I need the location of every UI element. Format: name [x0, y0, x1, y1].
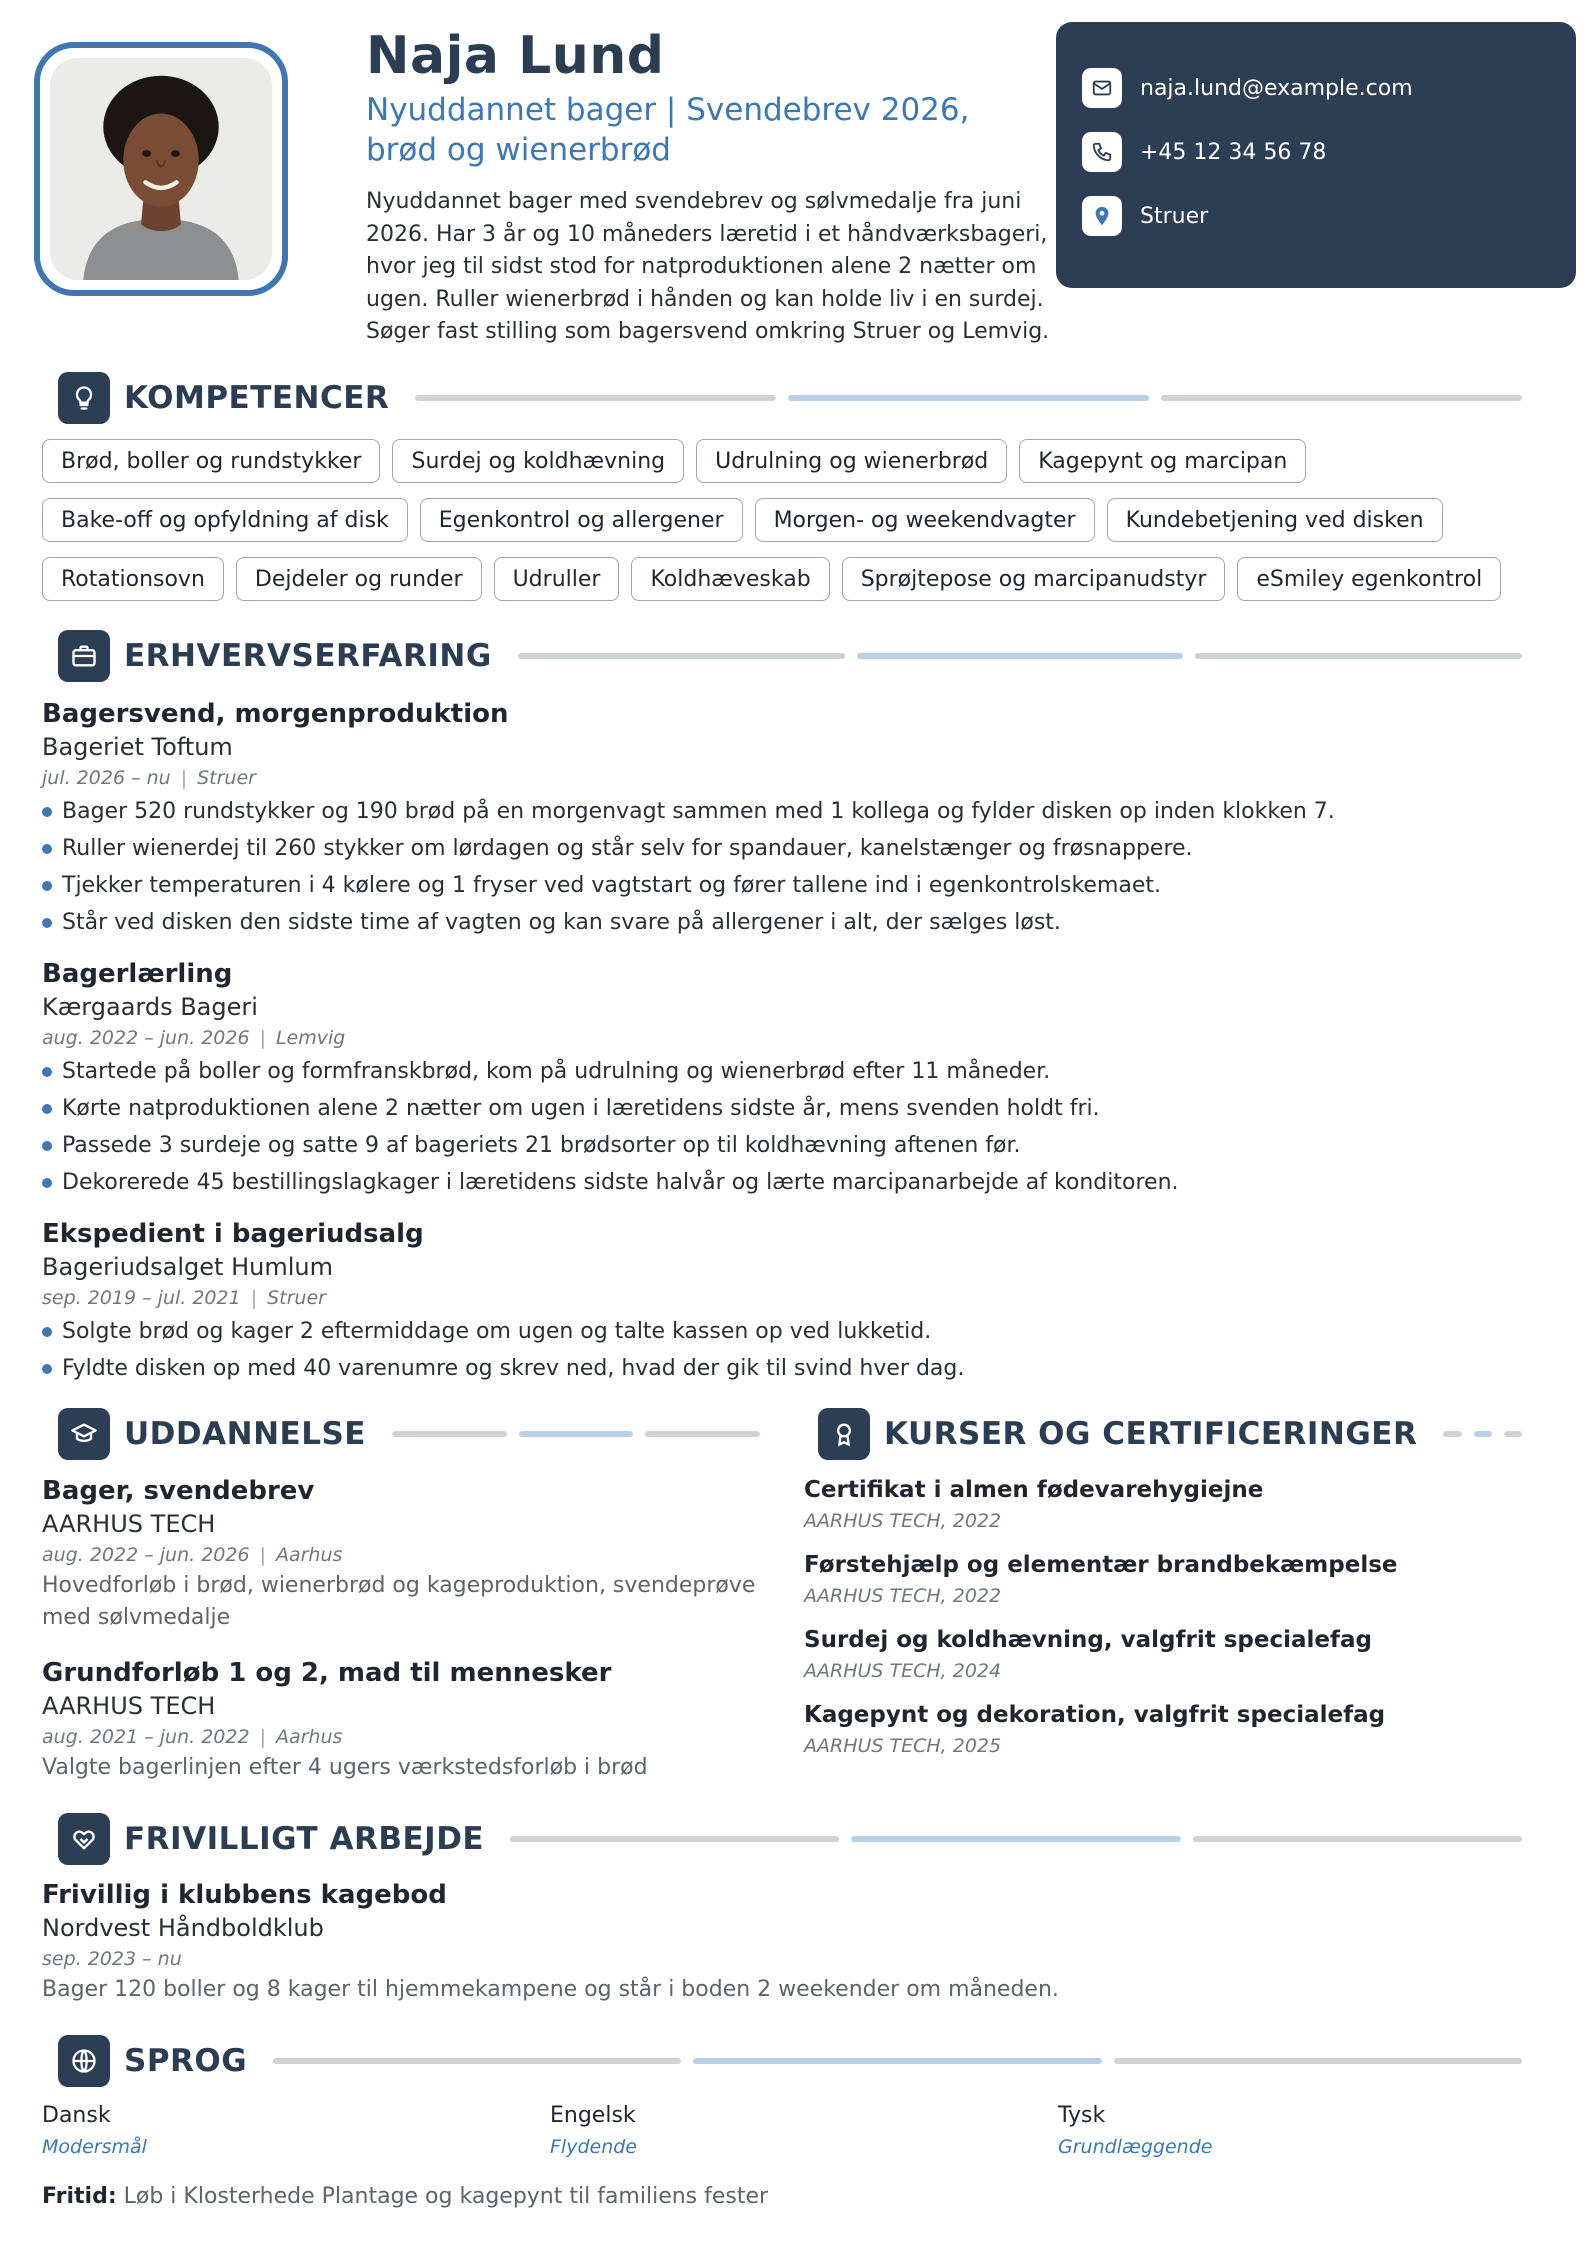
job-place: Lemvig	[275, 1027, 346, 1049]
job-title: Bagersvend, morgenproduktion	[42, 699, 509, 729]
education-description: Valgte bagerlinjen efter 4 ugers værkstedsforløb i brød	[42, 1755, 648, 1780]
bullet-item: Står ved disken den sidste time af vagten og kan svare på allergener i alt, der sælges løst.	[42, 904, 1542, 941]
education-description: Hovedforløb i brød, wienerbrød og kageproduktion, svendeprøve med sølvmedalje	[42, 1573, 756, 1630]
contact-card	[1056, 22, 1576, 288]
experience-entry	[42, 1217, 1542, 1387]
hobby-text: Løb i Klosterhede Plantage og kagepynt til familiens fester	[123, 2184, 769, 2209]
skill-chip: Morgen- og weekendvagter	[755, 498, 1095, 542]
section-header-experience	[58, 630, 1522, 682]
job-title: Ekspedient i bageriudsalg	[42, 1219, 424, 1249]
course-entry	[804, 1624, 1372, 1686]
contact-phone-row	[1082, 130, 1550, 174]
skill-chip: eSmiley egenkontrol	[1237, 557, 1501, 601]
skill-chip: Egenkontrol og allergener	[420, 498, 743, 542]
course-issuer: AARHUS TECH, 2022	[804, 1510, 1002, 1532]
bullet-item: Kørte natproduktionen alene 2 nætter om ugen i læretidens sidste år, mens svenden holdt fri.	[42, 1090, 1542, 1127]
job-place: Struer	[267, 1287, 326, 1309]
volunteer-title: Frivillig i klubbens kagebod	[42, 1880, 447, 1910]
job-bullets	[42, 793, 1542, 941]
mail-icon	[1082, 68, 1122, 108]
section-divider	[518, 653, 1522, 659]
portrait-illustration	[50, 58, 272, 280]
skill-chip: Udruller	[494, 557, 620, 601]
employer: Bageriudsalget Humlum	[42, 1253, 333, 1281]
section-title-education: UDDANNELSE	[124, 1416, 366, 1452]
course-title: Certifikat i almen fødevarehygiejne	[804, 1477, 1264, 1503]
section-header-courses	[818, 1408, 1522, 1460]
contact-email[interactable]: naja.lund@example.com	[1140, 75, 1413, 101]
school: AARHUS TECH	[42, 1510, 216, 1538]
skill-chip: Udrulning og wienerbrød	[696, 439, 1007, 483]
section-title-skills: KOMPETENCER	[124, 380, 390, 416]
briefcase-icon	[58, 630, 110, 682]
section-header-skills	[58, 372, 1522, 424]
hobby-line	[42, 2184, 768, 2209]
graduation-cap-icon	[58, 1408, 110, 1460]
globe-icon	[58, 2035, 110, 2087]
bullet-item: Startede på boller og formfranskbrød, kom på udrulning og wienerbrød efter 11 måneder.	[42, 1053, 1542, 1090]
course-title: Kagepynt og dekoration, valgfrit specialefag	[804, 1702, 1386, 1728]
skill-chip: Kagepynt og marcipan	[1019, 439, 1306, 483]
section-title-courses: KURSER OG CERTIFICERINGER	[884, 1416, 1418, 1452]
profile-photo-frame	[34, 42, 288, 296]
section-divider	[392, 1431, 760, 1437]
language-item	[550, 2100, 637, 2162]
profile-photo	[50, 58, 272, 280]
job-meta: aug. 2022 – jun. 2026 | Lemvig	[42, 1027, 346, 1049]
education-dates: aug. 2022 – jun. 2026	[42, 1544, 250, 1566]
volunteer-org: Nordvest Håndboldklub	[42, 1914, 324, 1942]
experience-entry	[42, 957, 1542, 1201]
bullet-item: Dekorerede 45 bestillingslagkager i læretidens sidste halvår og lærte marcipanarbejde af konditoren.	[42, 1164, 1542, 1201]
job-dates: aug. 2022 – jun. 2026	[42, 1027, 250, 1049]
contact-location: Struer	[1140, 203, 1209, 229]
contact-email-row	[1082, 66, 1550, 110]
contact-location-row	[1082, 194, 1550, 238]
bullet-item: Ruller wienerdej til 260 stykker om lørdagen og står selv for spandauer, kanelstænger og frøsnappere.	[42, 830, 1542, 867]
employer: Kærgaards Bageri	[42, 993, 258, 1021]
section-divider	[510, 1836, 1522, 1842]
candidate-headline: Nyuddannet bager | Svendebrev 2026, brød og wienerbrød	[366, 92, 970, 168]
hobby-label: Fritid:	[42, 2184, 117, 2209]
education-entry	[42, 1474, 762, 1634]
job-dates: jul. 2026 – nu	[42, 767, 171, 789]
course-issuer: AARHUS TECH, 2025	[804, 1735, 1002, 1757]
course-entry	[804, 1699, 1385, 1761]
skill-chip: Sprøjtepose og marcipanudstyr	[842, 557, 1226, 601]
volunteer-entry	[42, 1878, 1542, 2006]
education-dates: aug. 2021 – jun. 2022	[42, 1726, 250, 1748]
bullet-item: Solgte brød og kager 2 eftermiddage om ugen og talte kassen op ved lukketid.	[42, 1313, 1542, 1350]
education-meta: aug. 2021 – jun. 2022 | Aarhus	[42, 1726, 343, 1748]
language-level: Modersmål	[42, 2136, 147, 2158]
education-meta: aug. 2022 – jun. 2026 | Aarhus	[42, 1544, 343, 1566]
volunteer-description: Bager 120 boller og 8 kager til hjemmekampene og står i boden 2 weekender om måneden.	[42, 1977, 1059, 2002]
bullet-item: Fyldte disken op med 40 varenumre og skrev ned, hvad der gik til svind hver dag.	[42, 1350, 1542, 1387]
map-pin-icon	[1082, 196, 1122, 236]
skill-chip: Rotationsovn	[42, 557, 224, 601]
education-entry	[42, 1656, 762, 1784]
bullet-item: Bager 520 rundstykker og 190 brød på en morgenvagt sammen med 1 kollega og fylder disken op inden klokken 7.	[42, 793, 1542, 830]
skill-chip: Surdej og koldhævning	[392, 439, 684, 483]
candidate-name: Naja Lund	[366, 26, 665, 86]
skills-list	[42, 439, 1542, 616]
handshake-heart-icon	[58, 1813, 110, 1865]
job-dates: sep. 2019 – jul. 2021	[42, 1287, 241, 1309]
section-divider	[1443, 1431, 1522, 1437]
lightbulb-icon	[58, 372, 110, 424]
contact-phone[interactable]: +45 12 34 56 78	[1140, 139, 1327, 165]
skill-chip: Koldhæveskab	[631, 557, 829, 601]
section-divider	[415, 395, 1522, 401]
profile-summary: Nyuddannet bager med svendebrev og sølvmedalje fra juni 2026. Har 3 år og 10 måneders læretid i et håndværksbageri, hvor jeg til sidst stod for natproduktionen alene 2 nætter om ugen. Ruller wienerbrød i hånden og kan holde liv i en surdej. Søger fast stilling som bagersvend omkring Struer og Lemvig.	[366, 189, 1050, 344]
skill-chip: Brød, boller og rundstykker	[42, 439, 380, 483]
section-title-languages: SPROG	[124, 2043, 248, 2079]
volunteer-dates: sep. 2023 – nu	[42, 1948, 182, 1970]
job-bullets	[42, 1053, 1542, 1201]
course-title: Førstehjælp og elementær brandbekæmpelse	[804, 1552, 1398, 1578]
section-header-languages	[58, 2035, 1522, 2087]
experience-entry	[42, 697, 1542, 941]
employer: Bageriet Toftum	[42, 733, 233, 761]
course-title: Surdej og koldhævning, valgfrit specialefag	[804, 1627, 1373, 1653]
job-place: Struer	[197, 767, 256, 789]
job-meta: jul. 2026 – nu | Struer	[42, 767, 256, 789]
bullet-item: Passede 3 surdeje og satte 9 af bageriets 21 brødsorter op til koldhævning aftenen før.	[42, 1127, 1542, 1164]
degree-title: Grundforløb 1 og 2, mad til mennesker	[42, 1658, 612, 1688]
skill-chip: Dejdeler og runder	[236, 557, 482, 601]
course-entry	[804, 1549, 1398, 1611]
language-name: Engelsk	[550, 2103, 636, 2128]
section-header-education	[58, 1408, 760, 1460]
job-bullets	[42, 1313, 1542, 1387]
language-level: Flydende	[550, 2136, 637, 2158]
language-item	[1058, 2100, 1212, 2162]
job-meta: sep. 2019 – jul. 2021 | Struer	[42, 1287, 326, 1309]
bullet-item: Tjekker temperaturen i 4 kølere og 1 fryser ved vagtstart og fører tallene ind i egenkontrolskemaet.	[42, 867, 1542, 904]
course-issuer: AARHUS TECH, 2022	[804, 1585, 1002, 1607]
language-name: Dansk	[42, 2103, 111, 2128]
section-title-experience: ERHVERVSERFARING	[124, 638, 492, 674]
section-divider	[273, 2058, 1522, 2064]
education-place: Aarhus	[275, 1544, 343, 1566]
language-level: Grundlæggende	[1058, 2136, 1213, 2158]
section-header-volunteer	[58, 1813, 1522, 1865]
skill-chip: Bake-off og opfyldning af disk	[42, 498, 408, 542]
job-title: Bagerlærling	[42, 959, 233, 989]
phone-icon	[1082, 132, 1122, 172]
award-badge-icon	[818, 1408, 870, 1460]
skill-chip: Kundebetjening ved disken	[1107, 498, 1443, 542]
school: AARHUS TECH	[42, 1692, 216, 1720]
degree-title: Bager, svendebrev	[42, 1476, 315, 1506]
course-entry	[804, 1474, 1263, 1536]
language-item	[42, 2100, 147, 2162]
section-title-volunteer: FRIVILLIGT ARBEJDE	[124, 1821, 485, 1857]
language-name: Tysk	[1058, 2103, 1106, 2128]
education-place: Aarhus	[275, 1726, 343, 1748]
course-issuer: AARHUS TECH, 2024	[804, 1660, 1002, 1682]
